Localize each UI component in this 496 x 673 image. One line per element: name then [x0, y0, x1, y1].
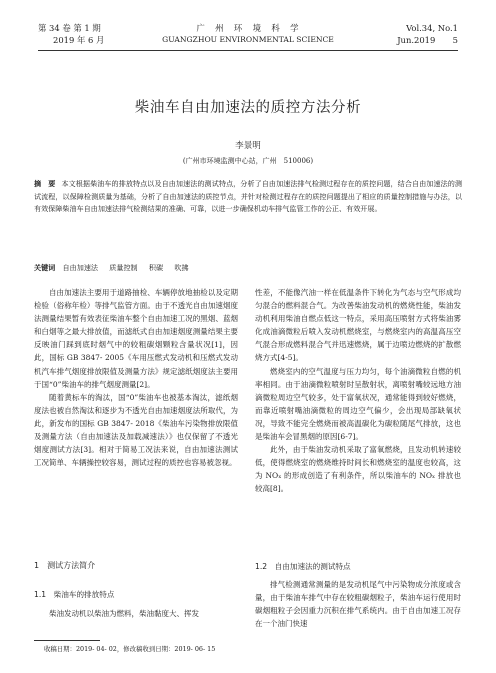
body-paragraph: 排气检测通常测量的是发动机尾气中污染物成分浓度或含量，由于柴油车排气中存在较粗碳烟粒子，柴油车运行使用时碳烟粗粒子会因重力沉积在排气系统内。由于自由加速工况存在一个油门快速	[255, 580, 461, 629]
body-paragraph: 性差，不能像汽油一样在低温条件下转化为气态与空气形成均匀混合的燃料混合气。为改善柴油发动机的燃烧性能，柴油发动机利用柴油自燃点低这一特点，采用高压喷射方式将柴油雾化成油滴微粒后喷入发动机燃烧室，与燃烧室内的高温高压空气混合形成燃料混合气并迅速燃烧，属于边喷边燃烧的扩散燃烧方式[4-5]。	[255, 288, 461, 363]
body-paragraph: 此外，由于柴油发动机采取了富氧燃烧，且发动机转速较低，使得燃烧室的燃烧维持时间长和燃烧室的温度也较高，这为 NOₓ 的形成创造了有利条件，所以柴油车的 NOₓ 排放也较高[8]。	[255, 445, 461, 494]
abstract-text: 本文根据柴油车的排放特点以及自由加速法的测试特点，分析了自由加速法排气检测过程存在的质控问题，结合自由加速法的测试流程，以保障检测质量为基础，分析了自由加速法的质控节点，并针对检测过程存在的质控问题提出了相应的质量控制措施与办法，以有效保障柴油车自由加速法排气检测结果的准确、可靠，以进一步确保机动车排气监管工作的公正、有效开展。	[34, 179, 463, 213]
abstract	[34, 178, 462, 216]
header-volume: 第 34 卷 第 1 期	[38, 23, 101, 33]
header-date-en: Jun.2019	[397, 35, 436, 45]
header-date-page	[397, 35, 458, 45]
keywords-label: 关键词	[34, 263, 56, 272]
keyword-item: 积碳	[148, 263, 164, 272]
section-heading-1-2: 1.2 自由加速法的测试特点	[255, 562, 351, 571]
section-heading-1-1: 1.1 柴油车的排放特点	[34, 590, 115, 599]
header-journal-en: GUANGZHOU ENVIRONMENTAL SCIENCE	[162, 35, 334, 44]
body-paragraph: 随着黄标车的淘汰，国“0”柴油车也被基本淘汰，滤纸烟度法也被自然淘汰和逐步为不透光自由加速烟度法所取代，为此，新发布的国标 GB 3847- 2018《柴油车污染物排放限值及测量方法（自由加速法及加载减速法）》也仅保留了不透光烟度测试方法[3]。相对于简易工况法来说，自由加速法测试工况简单、车辆操控较容易，测试过程的质控也容易被忽视。	[34, 392, 238, 468]
abstract-label: 摘 要	[34, 179, 56, 188]
header-volume-en: Vol.34, No.1	[406, 23, 458, 33]
page-number: 5	[452, 35, 458, 45]
body-paragraph: 柴油发动机以柴油为燃料，柴油黏度大、挥发	[49, 609, 199, 618]
keyword-item: 质量控制	[109, 263, 138, 272]
keyword-item: 吹拂	[174, 263, 189, 272]
body-paragraph: 燃烧室内的空气温度与压力均匀，每个油滴微粒自燃的机率相同。由于油滴微粒喷射时呈散射状，离喷射嘴较远地方油滴微粒周边空气较多，处于富氧状况，通常能得到较好燃烧，而靠近喷射嘴油滴微粒的周边空气偏少，会出现局部缺氧状况，导致不能完全燃烧而被高温碳化为碳粒随尾气排放，这也是柴油车会冒黑烟的原因[6-7]。	[255, 366, 461, 442]
section-heading-1: 1 测试方法简介	[34, 561, 96, 570]
left-column-intro	[34, 286, 238, 469]
footnote-rule	[34, 640, 100, 641]
article-author: 李景明	[235, 141, 261, 151]
article-affiliation: (广州市环境监测中心站，广州 510006)	[182, 157, 314, 165]
article-title: 柴油车自由加速法的质控方法分析	[134, 100, 362, 116]
header-journal-cn: 广 州 环 境 科 学	[196, 23, 300, 33]
right-column-section-1-2	[255, 578, 461, 630]
header-date: 2019 年 6 月	[53, 35, 105, 45]
left-column-section-1-1	[34, 607, 238, 620]
body-paragraph: 自由加速法主要用于道路抽检、车辆停放地抽检以及定期检验（俗称年检）等排气监管方面。由于不透光自由加速烟度法测量结果暂有效表征柴油车整个自由加速工况的黑烟、蓝烟和白烟等之最大排放值，而滤纸式自由加速烟度测量结果主要反映油门踩到底时烟气中的较粗碳烟颗粒含量状况[1]，因此，国标 GB 3847- 2005《车用压燃式发动机和压燃式发动机汽车排气烟度排放限值及测量方法》规定滤纸烟度法主要用于国“0”柴油车的排气烟度测量[2]。	[34, 288, 238, 389]
keyword-item: 自由加速法	[62, 263, 99, 272]
keywords	[34, 263, 198, 273]
right-column-body	[255, 286, 461, 496]
header-rule	[38, 50, 458, 51]
footnote-received: 收稿日期：2019- 04- 02，修改稿收到日期：2019- 06- 15	[44, 645, 216, 653]
